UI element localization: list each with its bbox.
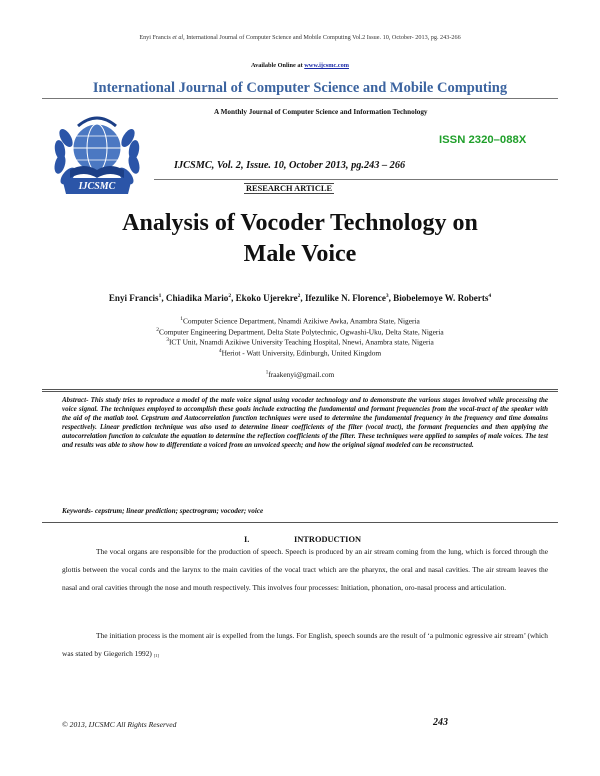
paper-title-line-1: Analysis of Vocoder Technology on <box>122 210 478 236</box>
article-type: RESEARCH ARTICLE <box>246 184 333 193</box>
header-divider <box>42 98 558 99</box>
citation-marker: [1] <box>153 653 160 658</box>
journal-title: International Journal of Computer Science and Mobile Computing <box>92 80 508 96</box>
paper-title <box>0 208 600 270</box>
body-paragraph: The vocal organs are responsible for the production of speech. Speech is produced by an air stream coming from the lung, which is forced through the glottis between the vocal cords and the larynx to the main cavities of the vocal tract which are the pharynx, the oral and nasal cavities. The air stream leaves the nasal and oral cavities through the nose and mouth respectively. This involves four processes: Initiation, phonation, oro-nasal process and articulation. <box>62 547 548 592</box>
author: Biobelemoye W. Roberts$^4$ <box>393 293 492 304</box>
author: Enyi Francis$^1$, <box>108 293 166 304</box>
running-head-authors: Enyi Francis <box>139 34 173 41</box>
issue-divider <box>154 179 558 180</box>
paper-title-line-2: Male Voice <box>243 241 357 267</box>
affiliation: $^1$Computer Science Department, Nnamdi Azikiwe Awka, Anambra State, Nigeria <box>180 316 420 326</box>
running-head-citation: , International Journal of Computer Science and Mobile Computing Vol.2 Issue. 10, October- 2013, pg. 243-266 <box>183 34 461 41</box>
section-number: I. <box>244 535 250 544</box>
running-head-et-al: et al <box>172 34 184 41</box>
author-email: $^1$fraakenyi@gmail.com <box>265 370 335 379</box>
page-number: 243 <box>433 717 448 728</box>
logo-text: IJCSMC <box>78 181 116 192</box>
running-head <box>0 34 600 41</box>
abstract-divider-top-2 <box>42 391 558 392</box>
author-list <box>0 293 600 303</box>
affiliation: $^3$ICT Unit, Nnamdi Azikiwe University Teaching Hospital, Nnewi, Anambra state, Nigeria <box>166 337 434 347</box>
keywords: Keywords- cepstrum; linear prediction; spectrogram; vocoder; voice <box>62 507 264 515</box>
author: Ekoko Ujerekre$^2$, <box>235 293 305 304</box>
journal-logo <box>40 104 154 200</box>
affiliation: $^2$Computer Engineering Department, Delta State Polytechnic, Ogwashi-Uku, Delta State, Nigeria <box>156 327 444 337</box>
affiliation: $^4$Heriot - Watt University, Edinburgh, United Kingdom <box>218 348 382 358</box>
availability-line <box>0 62 600 69</box>
abstract: Abstract- This study tries to reproduce a model of the male voice signal using vocoder technology and to demonstrate the various stages involved while processing the voice signal. The techniques employed to accomplish these goals include extracting the fundamental and formant frequencies from the vocal-tract of the speaker with the aid of the matlab tool. Cepstrum and Autocorrelation function techniques were used to determine the fundamental frequency in the frequency and time domains respectively. Linear prediction technique was also used to determine linear coefficients of the filter (vocal tract), the formant frequencies and then applying the autocorrelation function to calculate the equation to determine the reflection coefficients of the filter. These techniques were applied to samples of male voices. The test and results was able to show how to differentiate a voiced from an unvoiced speech; and how the original signal modeled can be reconstructed. <box>62 396 548 450</box>
journal-website-link[interactable]: www.ijcsmc.com <box>304 62 349 69</box>
author: Ifezulike N. Florence$^3$, <box>304 293 394 304</box>
availability-label: Available Online at <box>251 62 305 69</box>
footer-copyright: © 2013, IJCSMC All Rights Reserved <box>62 720 177 729</box>
body-paragraph: The initiation process is the moment air is expelled from the lungs. For English, speech sounds are the result of ‘a pulmonic egressive air stream’ (which was stated by Giegerich 1992) [1] <box>62 631 548 658</box>
author: Chiadika Mario$^2$, <box>165 293 236 304</box>
journal-subtitle: A Monthly Journal of Computer Science and Information Technology <box>214 108 428 116</box>
keywords-divider <box>42 522 558 523</box>
issue-line: IJCSMC, Vol. 2, Issue. 10, October 2013, pg.243 – 266 <box>174 160 406 171</box>
issn: ISSN 2320–088X <box>439 134 527 146</box>
abstract-divider-top <box>42 389 558 390</box>
section-title: INTRODUCTION <box>294 535 362 544</box>
